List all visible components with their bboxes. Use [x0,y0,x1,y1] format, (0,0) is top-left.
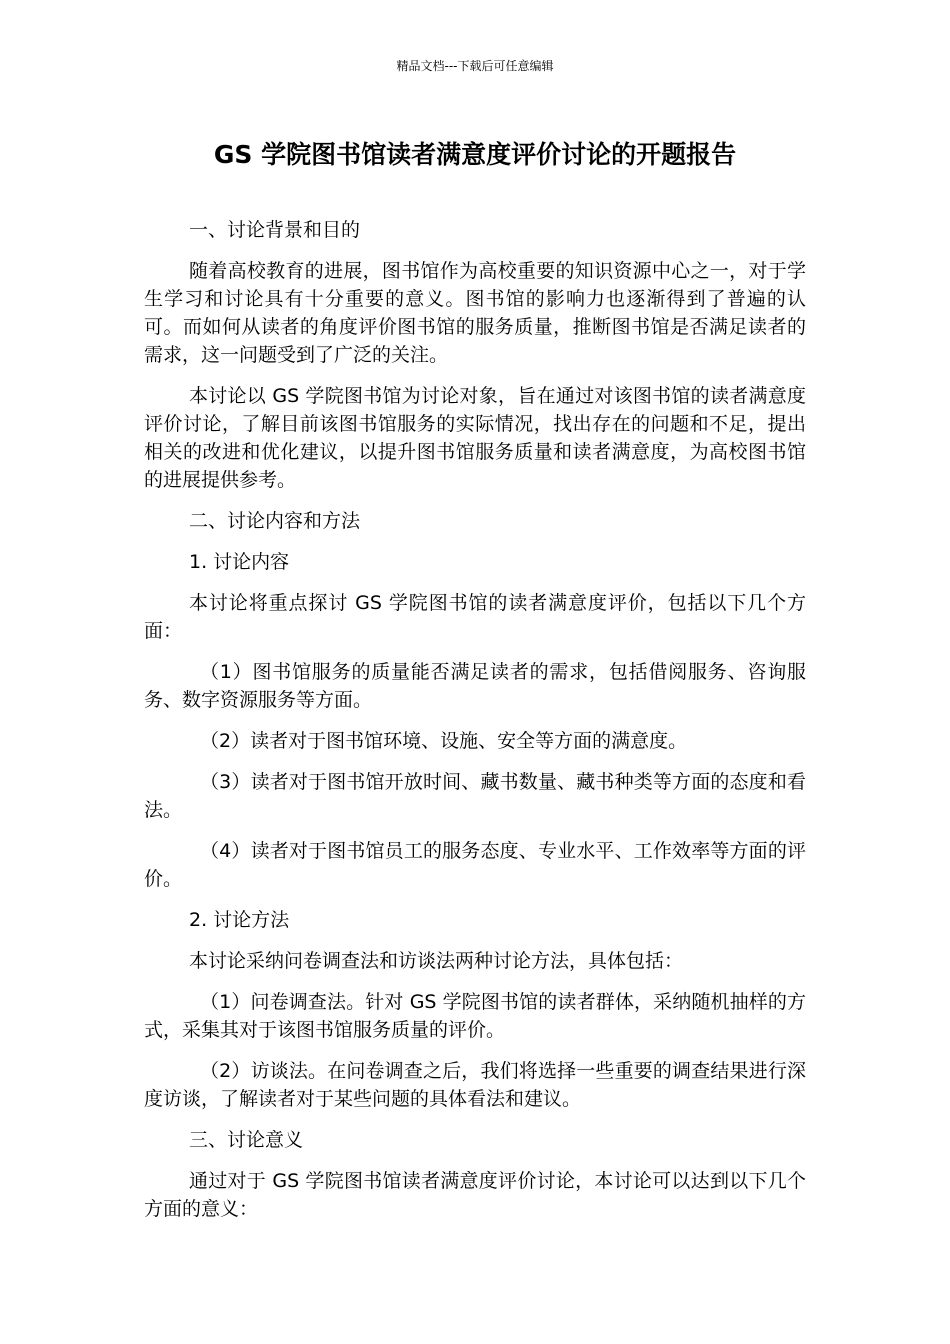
paragraph: 本讨论将重点探讨 GS 学院图书馆的读者满意度评价，包括以下几个方面： [144,592,806,642]
section-heading: 三、讨论意义 [189,1129,304,1151]
paragraph: 本讨论采纳问卷调查法和访谈法两种讨论方法，具体包括： [189,950,684,972]
list-item: （1）问卷调查法。针对 GS 学院图书馆的读者群体，采纳随机抽样的方式，采集其对于该图书馆服务质量的评价。 [144,991,806,1041]
section-heading: 二、讨论内容和方法 [189,510,361,532]
header-note: 精品文档---下载后可任意编辑 [396,59,554,73]
paragraph: 本讨论以 GS 学院图书馆为讨论对象，旨在通过对该图书馆的读者满意度评价讨论，了解目前该图书馆服务的实际情况，找出存在的问题和不足，提出相关的改进和优化建议，以提升图书馆服务质量和读者满意度，为高校图书馆的进展提供参考。 [144,385,806,491]
document-title: GS 学院图书馆读者满意度评价讨论的开题报告 [213,140,737,169]
list-item: （1）图书馆服务的质量能否满足读者的需求，包括借阅服务、咨询服务、数字资源服务等方面。 [144,661,806,711]
document-body [144,216,806,1236]
list-item: （3）读者对于图书馆开放时间、藏书数量、藏书种类等方面的态度和看法。 [144,771,806,821]
paragraph: 通过对于 GS 学院图书馆读者满意度评价讨论，本讨论可以达到以下几个方面的意义： [144,1170,806,1220]
paragraph: 随着高校教育的进展，图书馆作为高校重要的知识资源中心之一，对于学生学习和讨论具有十分重要的意义。图书馆的影响力也逐渐得到了普遍的认可。而如何从读者的角度评价图书馆的服务质量，推断图书馆是否满足读者的需求，这一问题受到了广泛的关注。 [144,260,806,366]
list-item: （4）读者对于图书馆员工的服务态度、专业水平、工作效率等方面的评价。 [144,840,806,890]
subsection-heading: 1. 讨论内容 [189,551,290,573]
list-item: （2）读者对于图书馆环境、设施、安全等方面的满意度。 [200,730,688,752]
subsection-heading: 2. 讨论方法 [189,909,290,931]
list-item: （2）访谈法。在问卷调查之后，我们将选择一些重要的调查结果进行深度访谈，了解读者对于某些问题的具体看法和建议。 [144,1060,806,1110]
section-heading: 一、讨论背景和目的 [189,219,361,241]
